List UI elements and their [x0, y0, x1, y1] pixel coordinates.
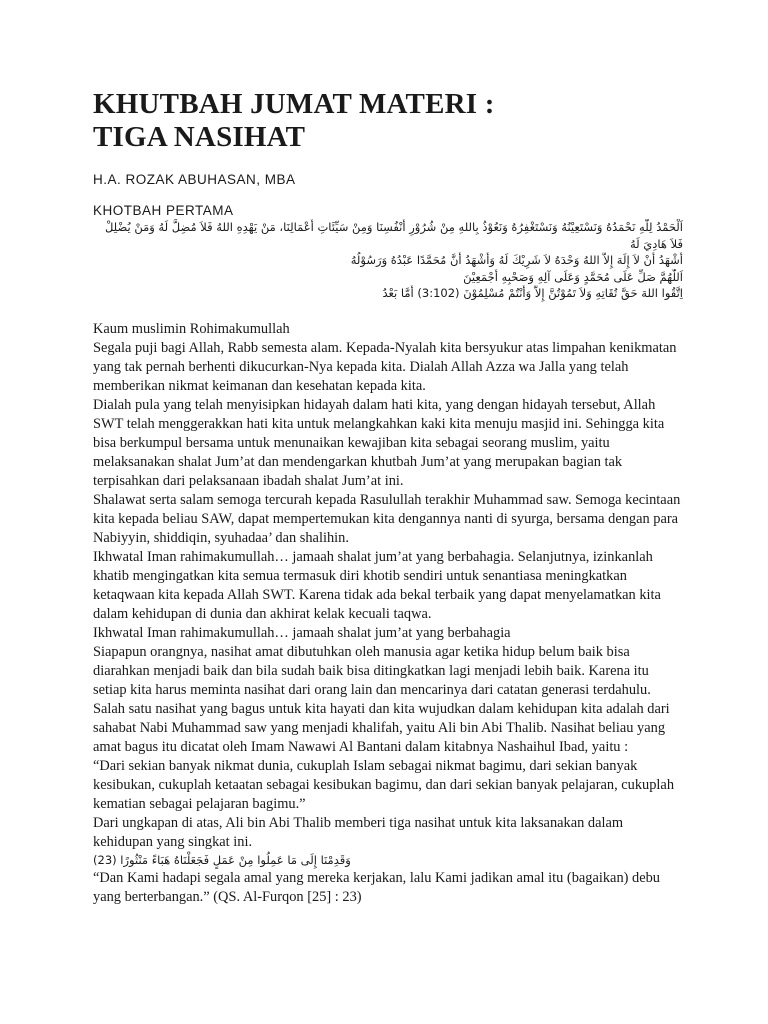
arabic-opening	[93, 219, 683, 302]
arabic-line: أَشْهَدُ أَنْ لاَ إِلَهَ إِلاَّ اللهُ وَحْدَهُ لاَ شَرِيْكَ لَهُ وَأَشْهَدُ أَنَّ مُحَمَّدًا عَبْدُهُ وَرَسُوْلُهُ	[350, 253, 683, 267]
author-name: H.A. ROZAK ABUHASAN, MBA	[93, 172, 296, 187]
document-page	[93, 88, 683, 907]
arabic-line: اَللّٰهُمَّ صَلِّ عَلَى مُحَمَّدٍ وَعَلَى آلِهِ وَصَحْبِهِ أَجْمَعِيْنَ	[463, 269, 683, 284]
paragraph: Ikhwatal Iman rahimakumullah… jamaah shalat jum’at yang berbahagia	[93, 624, 511, 641]
paragraph: Salah satu nasihat yang bagus untuk kita hayati dan kita wujudkan dalam kehidupan kita adalah dari sahabat Nabi Muhammad saw yang menjadi khalifah, yaitu Ali bin Abi Thalib. Nasihat beliau yang amat bagus itu dicatat oleh Imam Nawawi Al Bantani dalam kitabnya Nashaihul Ibad, yaitu :	[93, 700, 670, 755]
quote: “Dari sekian banyak nikmat dunia, cukuplah Islam sebagai nikmat bagimu, dari sekian banyak kesibukan, cukuplah ketaatan sebagai kesibukan bagimu, dan dari sekian banyak pelajaran, cukuplah kematian sebagai pelajaran bagimu.”	[93, 757, 675, 812]
sermon-body	[93, 320, 683, 907]
paragraph: Segala puji bagi Allah, Rabb semesta alam. Kepada-Nyalah kita bersyukur atas limpahan kenikmatan yang tak pernah berhenti dikucurkan-Nya kepada kita. Dialah Allah Azza wa Jalla yang telah memberikan nikmat keimanan dan kesehatan kepada kita.	[93, 339, 677, 394]
arabic-line: اَلْحَمْدُ لِلّٰهِ نَحْمَدُهُ وَنَسْتَعِيْنُهُ وَنَسْتَغْفِرُهُ وَنَعُوْذُ بِاللهِ مِنْ شُرُوْرِ أَنْفُسِنَا وَمِنْ سَيِّئَاتِ أَعْمَالِنَا، مَنْ يَهْدِهِ اللهُ فَلاَ مُضِلَّ لَهُ وَمَنْ يُضْلِلْ	[104, 220, 683, 234]
quran-verse: وَقَدِمْنَا إِلَى مَا عَمِلُوا مِنْ عَمَلٍ فَجَعَلْنَاهُ هَبَاءً مَنْثُورًا (23)	[93, 852, 351, 867]
title-line-1: KHUTBAH JUMAT MATERI :	[93, 88, 495, 120]
paragraph: Ikhwatal Iman rahimakumullah… jamaah shalat jum’at yang berbahagia. Selanjutnya, izinkanlah khatib mengingatkan kita semua termasuk diri khotib sendiri untuk senantiasa meningkatkan ketaqwaan kita kepada Allah SWT. Karena tidak ada bekal terbaik yang dapat menyelamatkan kita dalam kehidupan di dunia dan akhirat kelak kecuali taqwa.	[93, 548, 661, 622]
arabic-line: اِتَّقُوا اللهَ حَقَّ تُقَاتِهِ وَلاَ تَمُوْتُنَّ إِلاَّ وَأَنْتُمْ مُسْلِمُوْنَ (3:102) أَمَّا بَعْدُ	[382, 286, 683, 300]
paragraph: Dialah pula yang telah menyisipkan hidayah dalam hati kita, yang dengan hidayah tersebut, Allah SWT telah menggerakkan hati kita untuk melangkahkan kaki kita menuju masjid ini. Sehingga kita bisa berkumpul bersama untuk menunaikan kewajiban kita sebagai seorang muslim, yaitu melaksanakan shalat Jum’at dan mendengarkan khutbah Jum’at yang merupakan bagian tak terpisahkan dari pelaksanaan ibadah shalat Jum’at ini.	[93, 396, 665, 489]
section-heading: KHOTBAH PERTAMA	[93, 203, 234, 218]
document-title	[93, 88, 683, 154]
verse-translation: “Dan Kami hadapi segala amal yang mereka kerjakan, lalu Kami jadikan amal itu (bagaikan) debu yang berterbangan.” (QS. Al-Furqon [25] : 23)	[93, 869, 660, 905]
paragraph: Kaum muslimin Rohimakumullah	[93, 320, 290, 337]
title-line-2: TIGA NASIHAT	[93, 121, 306, 153]
paragraph: Dari ungkapan di atas, Ali bin Abi Thalib memberi tiga nasihat untuk kita laksanakan dalam kehidupan yang singkat ini.	[93, 814, 624, 850]
paragraph: Siapapun orangnya, nasihat amat dibutuhkan oleh manusia agar ketika hidup belum baik bisa diarahkan menjadi baik dan bila sudah baik bisa ditingkatkan lagi menjadi lebih baik. Karena itu setiap kita harus meminta nasihat dari orang lain dan mencarinya dari catatan generasi terdahulu.	[93, 643, 651, 698]
arabic-line: فَلاَ هَادِيَ لَهُ	[629, 236, 683, 251]
paragraph: Shalawat serta salam semoga tercurah kepada Rasulullah terakhir Muhammad saw. Semoga kecintaan kita kepada beliau SAW, dapat mempertemukan kita dengannya nanti di syurga, bersama dengan para Nabiyyin, shiddiqin, syuhadaa’ dan shalihin.	[93, 491, 681, 546]
